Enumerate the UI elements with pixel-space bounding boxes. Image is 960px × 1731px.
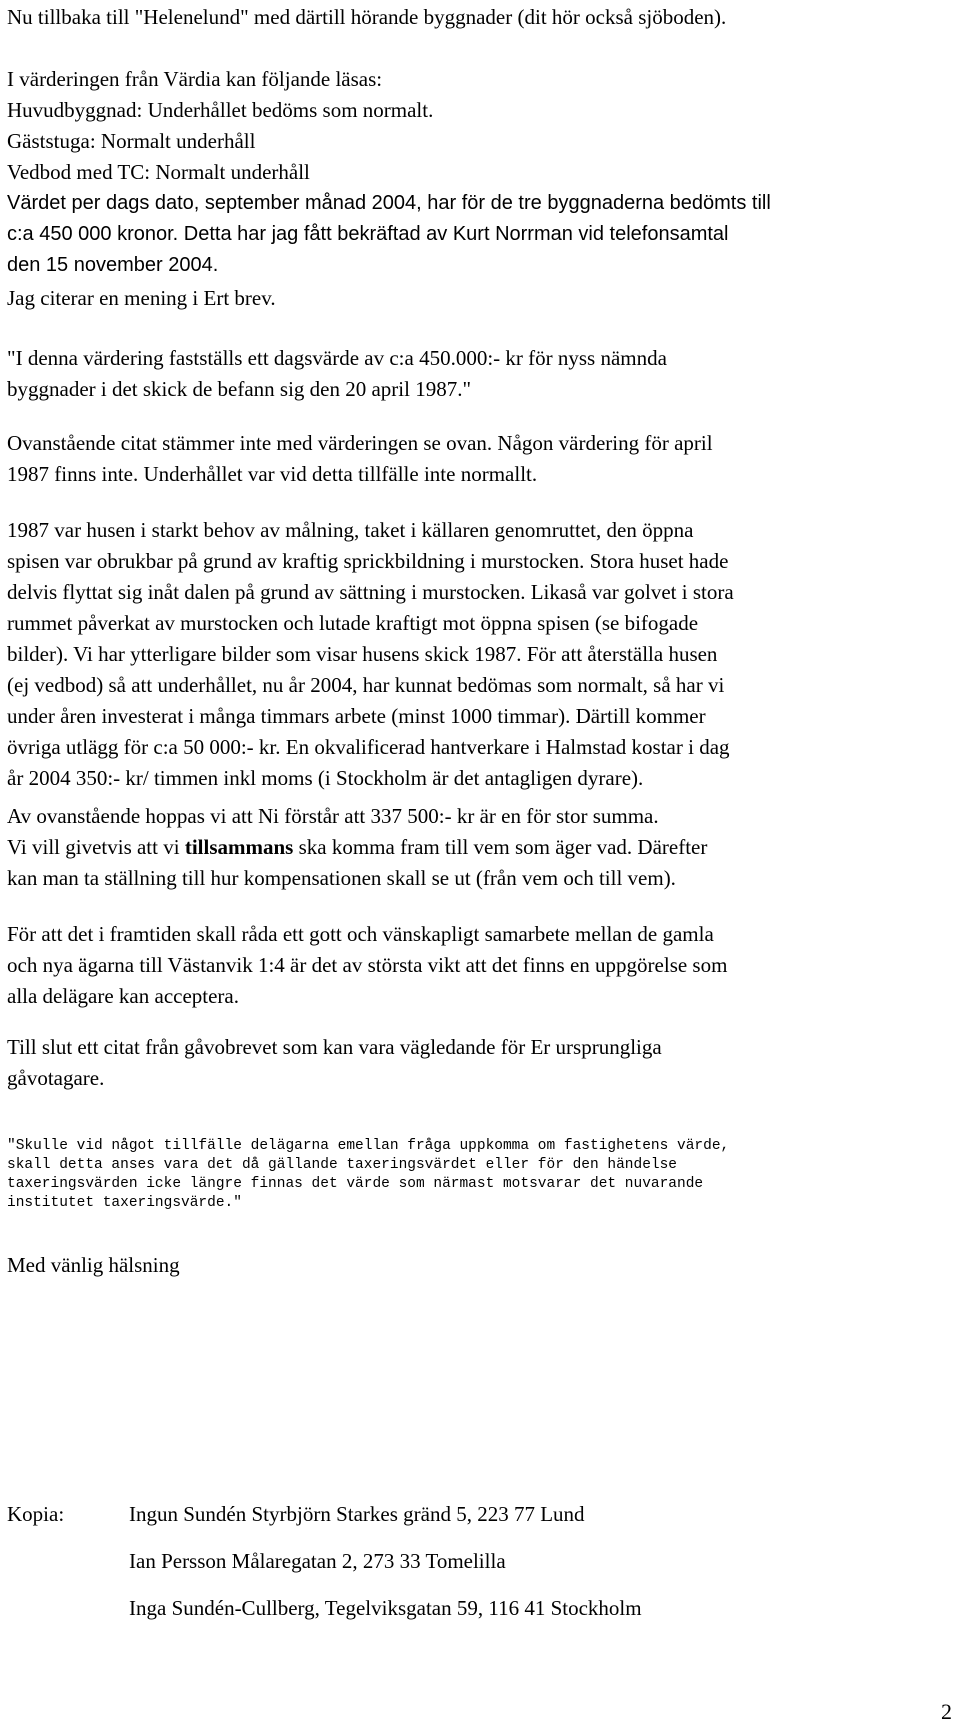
condition-1987-paragraph (7, 515, 947, 794)
text-line: delvis flyttat sig inåt dalen på grund av sättning i murstocken. Likaså var golvet i stora (7, 580, 734, 604)
text-line: gåvotagare. (7, 1066, 105, 1090)
framtiden-paragraph (7, 919, 947, 1012)
kopia-recipient: Ingun Sundén Styrbjörn Starkes gränd 5, 223 77 Lund (129, 1502, 585, 1526)
text-line: 1987 var husen i starkt behov av målning, taket i källaren genomruttet, den öppna (7, 518, 694, 542)
text-line: bilder). Vi har ytterligare bilder som visar husens skick 1987. För att återställa husen (7, 642, 718, 666)
text-line: och nya ägarna till Västanvik 1:4 är det av största vikt att det finns en uppgörelse som (7, 953, 728, 977)
text-line: 1987 finns inte. Underhållet var vid detta tillfälle inte normallt. (7, 462, 538, 486)
intro-block (7, 2, 947, 281)
ovanstaende-paragraph (7, 428, 947, 490)
text-line: kan man ta ställning till hur kompensationen skall se ut (från vem och till vem). (7, 866, 676, 890)
text-line: övriga utlägg för c:a 50 000:- kr. En okvalificerad hantverkare i Halmstad kostar i dag (7, 735, 730, 759)
text-line (7, 219, 947, 250)
text-span: Vi vill givetvis att vi (7, 835, 185, 859)
citerar-paragraph (7, 283, 947, 314)
text-line: Värdet per dags dato, september månad 2004, har för de tre byggnaderna bedömts till (7, 192, 771, 214)
text-line: Med vänlig hälsning (7, 1253, 180, 1277)
page-number: 2 (941, 1699, 952, 1724)
text-line: Till slut ett citat från gåvobrevet som kan vara vägledande för Er ursprungliga (7, 1035, 662, 1059)
text-line: Jag citerar en mening i Ert brev. (7, 286, 276, 310)
text-line: Gäststuga: Normalt underhåll (7, 129, 256, 153)
text-line: Av ovanstående hoppas vi att Ni förstår att 337 500:- kr är en för stor summa. (7, 804, 659, 828)
text-line (7, 188, 947, 219)
text-line: institutet taxeringsvärde." (7, 1195, 242, 1211)
text-span: Detta har jag fått bekräftad av Kurt Norrman vid telefonsamtal (178, 223, 729, 245)
kopia-label: Kopia: (7, 1502, 65, 1526)
text-line: "Skulle vid något tillfälle delägarna emellan fråga uppkomma om fastighetens värde, (7, 1138, 730, 1154)
text-line: under åren investerat i många timmars arbete (minst 1000 timmar). Därtill kommer (7, 704, 706, 728)
text-line: skall detta anses vara det då gällande taxeringsvärdet eller för den händelse (7, 1157, 678, 1173)
text-line: Nu tillbaka till "Helenelund" med därtill hörande byggnader (dit hör också sjöboden). (7, 5, 727, 29)
text-line: (ej vedbod) så att underhållet, nu år 2004, har kunnat bedömas som normalt, så har vi (7, 673, 725, 697)
text-line: "I denna värdering fastställs ett dagsvärde av c:a 450.000:- kr för nyss nämnda (7, 346, 667, 370)
text-span: ska komma fram till vem som äger vad. Därefter (293, 835, 708, 859)
emphasis-text: tillsammans (184, 835, 294, 859)
text-line (7, 832, 947, 863)
text-line: den 15 november 2004. (7, 254, 219, 276)
summa-paragraph (7, 801, 947, 894)
quote-paragraph (7, 343, 947, 405)
text-line: rummet påverkat av murstocken och lutade kraftigt mot öppna spisen (se bifogade (7, 611, 699, 635)
text-line: spisen var obrukbar på grund av kraftig sprickbildning i murstocken. Stora huset hade (7, 549, 729, 573)
text-line: år 2004 350:- kr/ timmen inkl moms (i Stockholm är det antagligen dyrare). (7, 766, 644, 790)
text-line: I värderingen från Värdia kan följande läsas: (7, 67, 383, 91)
text-line: Ovanstående citat stämmer inte med värderingen se ovan. Någon värdering för april (7, 431, 713, 455)
text-line: byggnader i det skick de befann sig den 20 april 1987." (7, 377, 472, 401)
text-span: c:a 450 000 kronor. (7, 223, 179, 245)
kopia-recipient: Inga Sundén-Cullberg, Tegelviksgatan 59, 116 41 Stockholm (129, 1596, 642, 1620)
gift-deed-quote (7, 1137, 729, 1213)
text-line: Huvudbyggnad: Underhållet bedöms som normalt. (7, 98, 434, 122)
text-line: taxeringsvärden icke längre finnas det värde som närmast motsvarar det nuvarande (7, 1176, 704, 1192)
text-line: alla delägare kan acceptera. (7, 984, 239, 1008)
closing-greeting (7, 1250, 947, 1281)
text-line: Vedbod med TC: Normalt underhåll (7, 160, 310, 184)
slut-paragraph (7, 1032, 947, 1094)
text-line: För att det i framtiden skall råda ett gott och vänskapligt samarbete mellan de gamla (7, 922, 714, 946)
kopia-recipient: Ian Persson Målaregatan 2, 273 33 Tomelilla (129, 1549, 506, 1573)
